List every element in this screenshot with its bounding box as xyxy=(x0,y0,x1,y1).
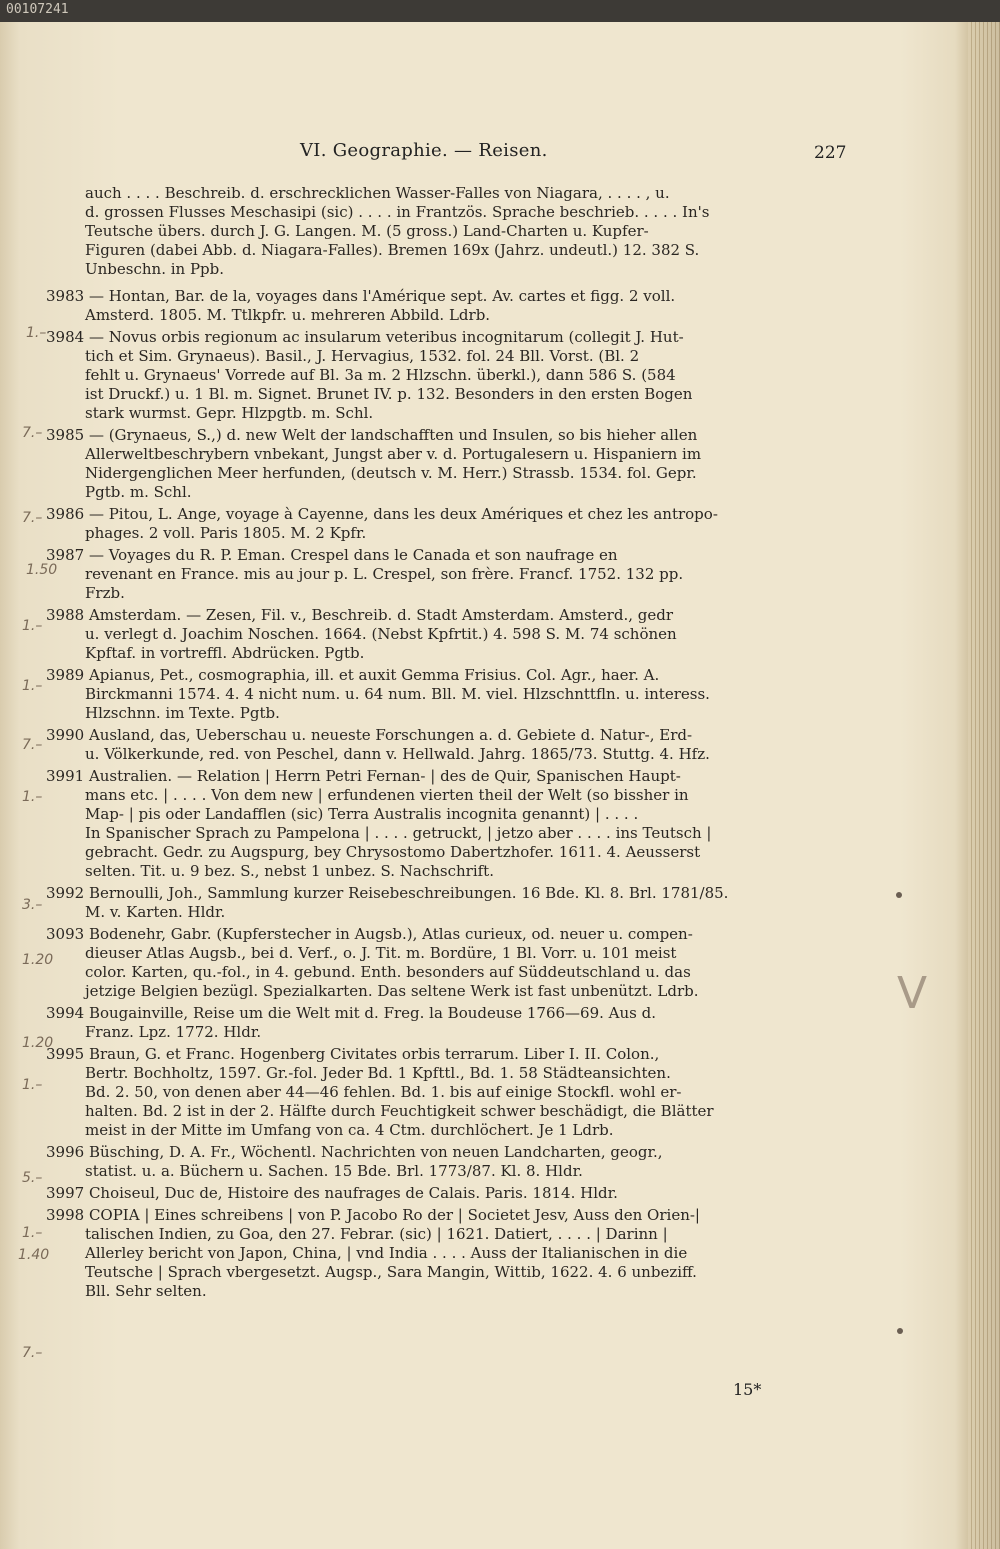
text-line: auch . . . . Beschreib. d. erschrecklichen Wasser-Falles von Niagara, . . . . , u. xyxy=(85,184,670,202)
text-line: dieuser Atlas Augsb., bei d. Verf., o. J. Tit. m. Bordüre, 1 Bl. Vorr. u. 101 meist xyxy=(85,944,677,962)
page-number: 227 xyxy=(814,143,847,163)
margin-price: 1.50 xyxy=(26,562,58,578)
text-line: M. v. Karten. Hldr. xyxy=(85,903,226,921)
entry-line: 3987 — Voyages du R. P. Eman. Crespel dans le Canada et son naufrage en xyxy=(46,546,618,564)
entry-line: 3093 Bodenehr, Gabr. (Kupferstecher in Augsb.), Atlas curieux, od. neuer u. compen- xyxy=(46,925,693,943)
text-line: Franz. Lpz. 1772. Hldr. xyxy=(85,1023,262,1041)
text-line: jetzige Belgien bezügl. Spezialkarten. Das seltene Werk ist fast unbenützt. Ldrb. xyxy=(85,982,699,1000)
text-line: selten. Tit. u. 9 bez. S., nebst 1 unbez. S. Nachschrift. xyxy=(85,862,494,880)
entry-line: 3991 Australien. — Relation | Herrn Petri Fernan- | des de Quir, Spanischen Haupt- xyxy=(46,767,681,785)
text-line: Birckmanni 1574. 4. 4 nicht num. u. 64 num. Bll. M. viel. Hlzschnttfln. u. interess. xyxy=(85,685,710,703)
text-line: Amsterd. 1805. M. Ttlkpfr. u. mehreren Abbild. Ldrb. xyxy=(85,306,491,324)
text-line: ist Druckf.) u. 1 Bl. m. Signet. Brunet IV. p. 132. Besonders in den ersten Bogen xyxy=(85,385,693,403)
text-line: Pgtb. m. Schl. xyxy=(85,483,192,501)
margin-price: 1.20 xyxy=(22,952,54,968)
text-line: u. Völkerkunde, red. von Peschel, dann v. Hellwald. Jahrg. 1865/73. Stuttg. 4. Hfz. xyxy=(85,745,710,763)
margin-price: 1.40 xyxy=(18,1247,50,1263)
entry-line: 3995 Braun, G. et Franc. Hogenberg Civitates orbis terrarum. Liber I. II. Colon., xyxy=(46,1045,660,1063)
margin-price: 1.– xyxy=(26,325,47,341)
margin-price: 1.20 xyxy=(22,1035,54,1051)
page-edges xyxy=(968,22,1000,1549)
margin-price: 1.– xyxy=(22,1077,43,1093)
text-line: halten. Bd. 2 ist in der 2. Hälfte durch Feuchtigkeit schwer beschädigt, die Blätter xyxy=(85,1102,714,1120)
running-title: VI. Geographie. — Reisen. xyxy=(300,140,548,161)
text-line: Hlzschnn. im Texte. Pgtb. xyxy=(85,704,280,722)
margin-price: 5.– xyxy=(22,1170,43,1186)
entry-line: 3998 COPIA | Eines schreibens | von P. Jacobo Ro der | Societet Jesv, Auss den Orien-| xyxy=(46,1206,700,1224)
entry-line: 3990 Ausland, das, Ueberschau u. neueste Forschungen a. d. Gebiete d. Natur-, Erd- xyxy=(46,726,693,744)
margin-price: 7.– xyxy=(22,1345,43,1361)
entry-line: 3983 — Hontan, Bar. de la, voyages dans l'Amérique sept. Av. cartes et figg. 2 voll. xyxy=(46,287,676,305)
text-line: d. grossen Flusses Meschasipi (sic) . . . . in Frantzös. Sprache beschrieb. . . . . In's xyxy=(85,203,710,221)
signature-mark: 15* xyxy=(733,1380,762,1399)
text-line: stark wurmst. Gepr. Hlzpgtb. m. Schl. xyxy=(85,404,374,422)
margin-dot xyxy=(897,1328,903,1334)
text-line: talischen Indien, zu Goa, den 27. Febrar. (sic) | 1621. Datiert, . . . . | Darinn | xyxy=(85,1225,668,1243)
margin-price: 3.– xyxy=(22,897,43,913)
text-line: mans etc. | . . . . Von dem new | erfundenen vierten theil der Welt (so bissher in xyxy=(85,786,689,804)
text-line: revenant en France. mis au jour p. L. Crespel, son frère. Francf. 1752. 132 pp. xyxy=(85,565,684,583)
text-line: Bertr. Bochholtz, 1597. Gr.-fol. Jeder Bd. 1 Kpfttl., Bd. 1. 58 Städteansichten. xyxy=(85,1064,671,1082)
text-line: Nidergenglichen Meer herfunden, (deutsch v. M. Herr.) Strassb. 1534. fol. Gepr. xyxy=(85,464,697,482)
page-header xyxy=(0,140,1000,170)
text-line: u. verlegt d. Joachim Noschen. 1664. (Nebst Kpfrtit.) 4. 598 S. M. 74 schönen xyxy=(85,625,677,643)
margin-annotation: V xyxy=(897,968,928,1019)
text-line: In Spanischer Sprach zu Pampelona | . . . . getruckt, | jetzo aber . . . . ins Teutsch | xyxy=(85,824,712,842)
margin-price: 1.– xyxy=(22,678,43,694)
text-line: meist in der Mitte im Umfang von ca. 4 Ctm. durchlöchert. Je 1 Ldrb. xyxy=(85,1121,614,1139)
text-line: Bll. Sehr selten. xyxy=(85,1282,207,1300)
text-line: phages. 2 voll. Paris 1805. M. 2 Kpfr. xyxy=(85,524,367,542)
text-line: Unbeschn. in Ppb. xyxy=(85,260,225,278)
text-line: Teutsche übers. durch J. G. Langen. M. (5 gross.) Land-Charten u. Kupfer- xyxy=(85,222,649,240)
margin-dot xyxy=(896,892,902,898)
margin-price: 7.– xyxy=(22,510,43,526)
text-line: Figuren (dabei Abb. d. Niagara-Falles). Bremen 169x (Jahrz. undeutl.) 12. 382 S. xyxy=(85,241,700,259)
entry-line: 3984 — Novus orbis regionum ac insularum veteribus incognitarum (collegit J. Hut- xyxy=(46,328,684,346)
text-line: color. Karten, qu.-fol., in 4. gebund. Enth. besonders auf Süddeutschland u. das xyxy=(85,963,691,981)
entry-line: 3985 — (Grynaeus, S.,) d. new Welt der landschafften und Insulen, so bis hieher allen xyxy=(46,426,698,444)
entry-line: 3989 Apianus, Pet., cosmographia, ill. et auxit Gemma Frisius. Col. Agr., haer. A. xyxy=(46,666,660,684)
text-line: Kpftaf. in vortreffl. Abdrücken. Pgtb. xyxy=(85,644,365,662)
text-line: Frzb. xyxy=(85,584,125,602)
text-line: fehlt u. Grynaeus' Vorrede auf Bl. 3a m. 2 Hlzschn. überkl.), dann 586 S. (584 xyxy=(85,366,676,384)
text-line: Map- | pis oder Landafflen (sic) Terra Australis incognita genannt) | . . . . xyxy=(85,805,639,823)
entry-line: 3994 Bougainville, Reise um die Welt mit d. Freg. la Boudeuse 1766—69. Aus d. xyxy=(46,1004,656,1022)
margin-price: 1.– xyxy=(22,1225,43,1241)
text-line: Teutsche | Sprach vbergesetzt. Augsp., Sara Mangin, Wittib, 1622. 4. 6 unbeziff. xyxy=(85,1263,697,1281)
margin-price: 7.– xyxy=(22,425,43,441)
margin-price: 1.– xyxy=(22,789,43,805)
text-line: Bd. 2. 50, von denen aber 44—46 fehlen. Bd. 1. bis auf einige Stockfl. wohl er- xyxy=(85,1083,682,1101)
entry-line: 3988 Amsterdam. — Zesen, Fil. v., Beschreib. d. Stadt Amsterdam. Amsterd., gedr xyxy=(46,606,673,624)
entry-line: 3992 Bernoulli, Joh., Sammlung kurzer Reisebeschreibungen. 16 Bde. Kl. 8. Brl. 1781/85. xyxy=(46,884,729,902)
entry-line: 3996 Büsching, D. A. Fr., Wöchentl. Nachrichten von neuen Landcharten, geogr., xyxy=(46,1143,663,1161)
text-line: Allerley bericht von Japon, China, | vnd India . . . . Auss der Italianischen in die xyxy=(85,1244,688,1262)
entry-line: 3986 — Pitou, L. Ange, voyage à Cayenne, dans les deux Amériques et chez les antropo- xyxy=(46,505,718,523)
text-line: Allerweltbeschrybern vnbekant, Jungst aber v. d. Portugalesern u. Hispaniern im xyxy=(85,445,702,463)
text-line: gebracht. Gedr. zu Augspurg, bey Chrysostomo Dabertzhofer. 1611. 4. Aeusserst xyxy=(85,843,701,861)
margin-price: 7.– xyxy=(22,737,43,753)
text-line: statist. u. a. Büchern u. Sachen. 15 Bde. Brl. 1773/87. Kl. 8. Hldr. xyxy=(85,1162,583,1180)
margin-price: 1.– xyxy=(22,618,43,634)
scanner-label: 00107241 xyxy=(6,2,69,17)
text-line: tich et Sim. Grynaeus). Basil., J. Hervagius, 1532. fol. 24 Bll. Vorst. (Bl. 2 xyxy=(85,347,640,365)
scanner-strip xyxy=(0,0,1000,22)
entry-line: 3997 Choiseul, Duc de, Histoire des naufrages de Calais. Paris. 1814. Hldr. xyxy=(46,1184,618,1202)
